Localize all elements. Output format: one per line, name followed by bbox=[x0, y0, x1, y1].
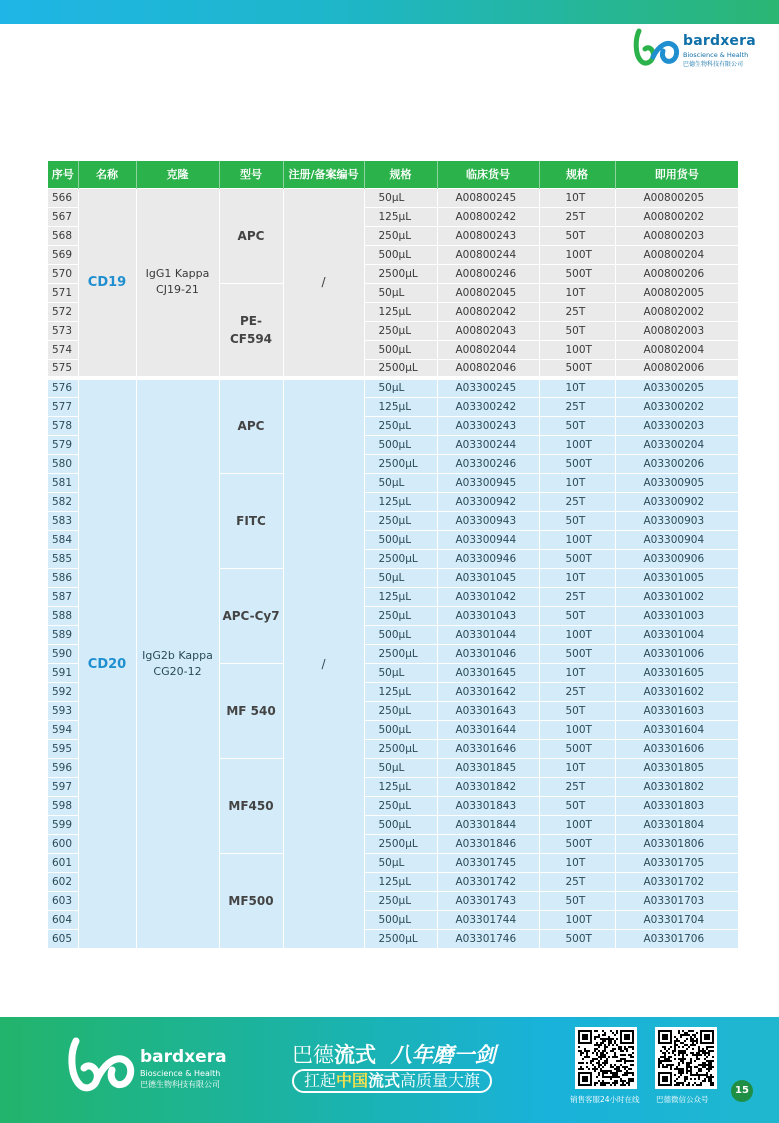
clinical-spec: 125μL bbox=[364, 682, 437, 701]
ready-catalog-no: A03301705 bbox=[615, 853, 738, 872]
ready-spec: 10T bbox=[539, 568, 615, 587]
product-name: CD19 bbox=[78, 188, 136, 378]
clinical-catalog-no: A03301642 bbox=[437, 682, 539, 701]
brand-name: bardxera bbox=[683, 33, 756, 49]
row-number: 597 bbox=[48, 777, 78, 796]
footer-brand-company: 巴德生物科技有限公司 bbox=[140, 1080, 220, 1089]
ready-catalog-no: A03301606 bbox=[615, 739, 738, 758]
row-number: 571 bbox=[48, 283, 78, 302]
ready-catalog-no: A03301704 bbox=[615, 910, 738, 929]
ready-catalog-no: A00802005 bbox=[615, 283, 738, 302]
ready-spec: 100T bbox=[539, 910, 615, 929]
clinical-spec: 50μL bbox=[364, 473, 437, 492]
row-number: 574 bbox=[48, 340, 78, 359]
clinical-spec: 125μL bbox=[364, 872, 437, 891]
footer-brand-name: bardxera bbox=[140, 1047, 227, 1067]
clinical-spec: 2500μL bbox=[364, 929, 437, 948]
product-name: CD20 bbox=[78, 378, 136, 948]
clinical-spec: 500μL bbox=[364, 910, 437, 929]
row-number: 578 bbox=[48, 416, 78, 435]
ready-catalog-no: A00800203 bbox=[615, 226, 738, 245]
row-number: 582 bbox=[48, 492, 78, 511]
ready-spec: 100T bbox=[539, 625, 615, 644]
row-number: 584 bbox=[48, 530, 78, 549]
ready-spec: 25T bbox=[539, 207, 615, 226]
ready-spec: 100T bbox=[539, 530, 615, 549]
ready-spec: 25T bbox=[539, 302, 615, 321]
row-number: 583 bbox=[48, 511, 78, 530]
ready-spec: 500T bbox=[539, 644, 615, 663]
ready-catalog-no: A03301604 bbox=[615, 720, 738, 739]
clinical-spec: 50μL bbox=[364, 663, 437, 682]
clinical-catalog-no: A03301042 bbox=[437, 587, 539, 606]
clinical-catalog-no: A03301744 bbox=[437, 910, 539, 929]
qr-code-icon bbox=[658, 1030, 714, 1086]
row-number: 602 bbox=[48, 872, 78, 891]
header-cell: 临床货号 bbox=[437, 161, 539, 188]
clone-name: IgG2b Kappa CG20-12 bbox=[136, 378, 219, 948]
clinical-spec: 125μL bbox=[364, 397, 437, 416]
row-number: 587 bbox=[48, 587, 78, 606]
header-cell: 即用货号 bbox=[615, 161, 738, 188]
row-number: 577 bbox=[48, 397, 78, 416]
clinical-catalog-no: A00802043 bbox=[437, 321, 539, 340]
ready-catalog-no: A03301706 bbox=[615, 929, 738, 948]
clinical-catalog-no: A03301742 bbox=[437, 872, 539, 891]
ready-catalog-no: A00802006 bbox=[615, 359, 738, 378]
fluorochrome-type: MF 540 bbox=[219, 663, 283, 758]
header-cell: 克隆 bbox=[136, 161, 219, 188]
ready-catalog-no: A03301603 bbox=[615, 701, 738, 720]
clinical-catalog-no: A00802046 bbox=[437, 359, 539, 378]
ready-catalog-no: A03300904 bbox=[615, 530, 738, 549]
wechat-qr-code[interactable] bbox=[655, 1027, 717, 1089]
row-number: 581 bbox=[48, 473, 78, 492]
ready-catalog-no: A03300903 bbox=[615, 511, 738, 530]
clinical-spec: 250μL bbox=[364, 701, 437, 720]
ready-spec: 500T bbox=[539, 929, 615, 948]
row-number: 604 bbox=[48, 910, 78, 929]
row-number: 569 bbox=[48, 245, 78, 264]
ready-catalog-no: A03301703 bbox=[615, 891, 738, 910]
row-number: 596 bbox=[48, 758, 78, 777]
clinical-spec: 50μL bbox=[364, 378, 437, 397]
clinical-catalog-no: A03300246 bbox=[437, 454, 539, 473]
clinical-spec: 250μL bbox=[364, 511, 437, 530]
ready-spec: 10T bbox=[539, 378, 615, 397]
clinical-catalog-no: A03301645 bbox=[437, 663, 539, 682]
clinical-spec: 500μL bbox=[364, 720, 437, 739]
clinical-spec: 250μL bbox=[364, 321, 437, 340]
ready-catalog-no: A03300202 bbox=[615, 397, 738, 416]
clinical-catalog-no: A03301745 bbox=[437, 853, 539, 872]
ready-catalog-no: A03300204 bbox=[615, 435, 738, 454]
row-number: 580 bbox=[48, 454, 78, 473]
slogan-2d: 高质量大旗 bbox=[400, 1071, 481, 1090]
clinical-spec: 2500μL bbox=[364, 359, 437, 378]
footer-banner bbox=[0, 1017, 779, 1123]
clinical-spec: 50μL bbox=[364, 188, 437, 207]
ready-catalog-no: A00800205 bbox=[615, 188, 738, 207]
clinical-catalog-no: A00800246 bbox=[437, 264, 539, 283]
clinical-catalog-no: A03301644 bbox=[437, 720, 539, 739]
ready-catalog-no: A00800204 bbox=[615, 245, 738, 264]
ready-spec: 50T bbox=[539, 416, 615, 435]
ready-spec: 10T bbox=[539, 283, 615, 302]
row-number: 589 bbox=[48, 625, 78, 644]
clinical-spec: 2500μL bbox=[364, 834, 437, 853]
brand-tagline: Bioscience & Health bbox=[683, 51, 749, 59]
row-number: 592 bbox=[48, 682, 78, 701]
clinical-spec: 50μL bbox=[364, 283, 437, 302]
ready-spec: 500T bbox=[539, 834, 615, 853]
fluorochrome-type: MF450 bbox=[219, 758, 283, 853]
header-cell: 规格 bbox=[364, 161, 437, 188]
clinical-catalog-no: A03301746 bbox=[437, 929, 539, 948]
ready-spec: 25T bbox=[539, 492, 615, 511]
clinical-spec: 125μL bbox=[364, 492, 437, 511]
slogan-line-2 bbox=[292, 1069, 492, 1093]
fluorochrome-type: PE- CF594 bbox=[219, 283, 283, 378]
clinical-catalog-no: A00800244 bbox=[437, 245, 539, 264]
row-number: 585 bbox=[48, 549, 78, 568]
clinical-catalog-no: A00802044 bbox=[437, 340, 539, 359]
ready-catalog-no: A03301002 bbox=[615, 587, 738, 606]
footer-logo-icon bbox=[68, 1035, 138, 1093]
slogan-2a: 扛起 bbox=[304, 1071, 337, 1090]
fluorochrome-type: MF500 bbox=[219, 853, 283, 948]
slogan-1b: 流式 bbox=[334, 1043, 376, 1067]
ready-spec: 50T bbox=[539, 226, 615, 245]
clinical-spec: 250μL bbox=[364, 226, 437, 245]
qr-code-icon bbox=[578, 1030, 634, 1086]
row-number: 576 bbox=[48, 378, 78, 397]
row-number: 600 bbox=[48, 834, 78, 853]
clinical-spec: 250μL bbox=[364, 796, 437, 815]
row-number: 586 bbox=[48, 568, 78, 587]
row-number: 567 bbox=[48, 207, 78, 226]
ready-catalog-no: A03301006 bbox=[615, 644, 738, 663]
footer-brand-tagline: Bioscience & Health bbox=[140, 1069, 221, 1078]
clinical-catalog-no: A03300243 bbox=[437, 416, 539, 435]
row-number: 572 bbox=[48, 302, 78, 321]
ready-spec: 25T bbox=[539, 397, 615, 416]
registration-number: / bbox=[283, 378, 364, 948]
header-cell: 序号 bbox=[48, 161, 78, 188]
wechat-qr-caption: 巴德微信公众号 bbox=[656, 1095, 709, 1104]
ready-catalog-no: A03301803 bbox=[615, 796, 738, 815]
table-row bbox=[48, 188, 738, 207]
ready-spec: 500T bbox=[539, 739, 615, 758]
ready-catalog-no: A03301702 bbox=[615, 872, 738, 891]
ready-catalog-no: A00800206 bbox=[615, 264, 738, 283]
slogan-line-1 bbox=[292, 1039, 496, 1069]
ready-spec: 500T bbox=[539, 264, 615, 283]
ready-catalog-no: A03301806 bbox=[615, 834, 738, 853]
clinical-spec: 250μL bbox=[364, 416, 437, 435]
ready-catalog-no: A00802004 bbox=[615, 340, 738, 359]
ready-spec: 10T bbox=[539, 188, 615, 207]
product-table bbox=[48, 161, 738, 948]
clinical-catalog-no: A03300943 bbox=[437, 511, 539, 530]
clinical-catalog-no: A03301044 bbox=[437, 625, 539, 644]
clinical-catalog-no: A03301842 bbox=[437, 777, 539, 796]
row-number: 601 bbox=[48, 853, 78, 872]
header-cell: 型号 bbox=[219, 161, 283, 188]
ready-spec: 50T bbox=[539, 796, 615, 815]
clinical-spec: 125μL bbox=[364, 207, 437, 226]
ready-spec: 100T bbox=[539, 435, 615, 454]
ready-spec: 100T bbox=[539, 720, 615, 739]
fluorochrome-type: APC-Cy7 bbox=[219, 568, 283, 663]
clinical-catalog-no: A03301646 bbox=[437, 739, 539, 758]
fluorochrome-type: FITC bbox=[219, 473, 283, 568]
row-number: 570 bbox=[48, 264, 78, 283]
ready-spec: 50T bbox=[539, 891, 615, 910]
ready-catalog-no: A03301802 bbox=[615, 777, 738, 796]
row-number: 605 bbox=[48, 929, 78, 948]
clinical-spec: 2500μL bbox=[364, 454, 437, 473]
ready-catalog-no: A00802003 bbox=[615, 321, 738, 340]
clinical-spec: 50μL bbox=[364, 853, 437, 872]
ready-catalog-no: A03301003 bbox=[615, 606, 738, 625]
ready-spec: 100T bbox=[539, 340, 615, 359]
ready-catalog-no: A03300203 bbox=[615, 416, 738, 435]
clinical-catalog-no: A03301845 bbox=[437, 758, 539, 777]
slogan-1c: 八年磨一剑 bbox=[390, 1043, 496, 1067]
fluorochrome-type: APC bbox=[219, 188, 283, 283]
clinical-catalog-no: A00800242 bbox=[437, 207, 539, 226]
clinical-spec: 500μL bbox=[364, 625, 437, 644]
ready-catalog-no: A03300906 bbox=[615, 549, 738, 568]
ready-catalog-no: A03300905 bbox=[615, 473, 738, 492]
fluorochrome-type: APC bbox=[219, 378, 283, 473]
sales-qr-code[interactable] bbox=[575, 1027, 637, 1089]
row-number: 590 bbox=[48, 644, 78, 663]
row-number: 579 bbox=[48, 435, 78, 454]
clinical-catalog-no: A00802045 bbox=[437, 283, 539, 302]
ready-spec: 10T bbox=[539, 473, 615, 492]
clinical-spec: 500μL bbox=[364, 245, 437, 264]
clinical-catalog-no: A03301045 bbox=[437, 568, 539, 587]
row-number: 588 bbox=[48, 606, 78, 625]
ready-catalog-no: A00802002 bbox=[615, 302, 738, 321]
registration-number: / bbox=[283, 188, 364, 378]
ready-spec: 25T bbox=[539, 777, 615, 796]
ready-catalog-no: A03301005 bbox=[615, 568, 738, 587]
clinical-spec: 500μL bbox=[364, 815, 437, 834]
ready-spec: 25T bbox=[539, 682, 615, 701]
clinical-spec: 125μL bbox=[364, 587, 437, 606]
clinical-catalog-no: A03300244 bbox=[437, 435, 539, 454]
clinical-catalog-no: A00802042 bbox=[437, 302, 539, 321]
clinical-spec: 500μL bbox=[364, 340, 437, 359]
ready-spec: 100T bbox=[539, 245, 615, 264]
slogan-2b: 中国 bbox=[336, 1071, 369, 1090]
ready-spec: 25T bbox=[539, 587, 615, 606]
clinical-spec: 250μL bbox=[364, 891, 437, 910]
clinical-spec: 50μL bbox=[364, 568, 437, 587]
clinical-catalog-no: A03301046 bbox=[437, 644, 539, 663]
ready-spec: 500T bbox=[539, 454, 615, 473]
ready-catalog-no: A03301004 bbox=[615, 625, 738, 644]
row-number: 603 bbox=[48, 891, 78, 910]
ready-catalog-no: A03301804 bbox=[615, 815, 738, 834]
ready-catalog-no: A03300206 bbox=[615, 454, 738, 473]
ready-spec: 100T bbox=[539, 815, 615, 834]
clinical-spec: 50μL bbox=[364, 758, 437, 777]
ready-spec: 500T bbox=[539, 549, 615, 568]
ready-catalog-no: A03300902 bbox=[615, 492, 738, 511]
bardxera-logo-icon bbox=[633, 27, 681, 67]
clinical-spec: 250μL bbox=[364, 606, 437, 625]
clinical-catalog-no: A03301843 bbox=[437, 796, 539, 815]
clinical-spec: 125μL bbox=[364, 777, 437, 796]
clone-name: IgG1 Kappa CJ19-21 bbox=[136, 188, 219, 378]
ready-catalog-no: A03300205 bbox=[615, 378, 738, 397]
clinical-catalog-no: A03301844 bbox=[437, 815, 539, 834]
sales-qr-caption: 销售客服24小时在线 bbox=[570, 1095, 640, 1104]
table-header-row bbox=[48, 161, 738, 188]
clinical-spec: 2500μL bbox=[364, 739, 437, 758]
ready-spec: 10T bbox=[539, 758, 615, 777]
clinical-catalog-no: A03300245 bbox=[437, 378, 539, 397]
clinical-catalog-no: A03301846 bbox=[437, 834, 539, 853]
group-cd19 bbox=[48, 188, 738, 378]
clinical-spec: 500μL bbox=[364, 435, 437, 454]
clinical-spec: 500μL bbox=[364, 530, 437, 549]
clinical-catalog-no: A03301643 bbox=[437, 701, 539, 720]
row-number: 593 bbox=[48, 701, 78, 720]
ready-spec: 50T bbox=[539, 511, 615, 530]
clinical-catalog-no: A03300942 bbox=[437, 492, 539, 511]
ready-catalog-no: A00800202 bbox=[615, 207, 738, 226]
page-number: 15 bbox=[731, 1080, 753, 1102]
header-cell: 规格 bbox=[539, 161, 615, 188]
clinical-catalog-no: A00800243 bbox=[437, 226, 539, 245]
clinical-catalog-no: A03301043 bbox=[437, 606, 539, 625]
row-number: 595 bbox=[48, 739, 78, 758]
row-number: 591 bbox=[48, 663, 78, 682]
header-cell: 名称 bbox=[78, 161, 136, 188]
row-number: 573 bbox=[48, 321, 78, 340]
clinical-catalog-no: A03300945 bbox=[437, 473, 539, 492]
row-number: 598 bbox=[48, 796, 78, 815]
ready-spec: 50T bbox=[539, 321, 615, 340]
ready-spec: 50T bbox=[539, 701, 615, 720]
clinical-catalog-no: A03300946 bbox=[437, 549, 539, 568]
table-row bbox=[48, 378, 738, 397]
row-number: 599 bbox=[48, 815, 78, 834]
clinical-catalog-no: A00800245 bbox=[437, 188, 539, 207]
clinical-catalog-no: A03301743 bbox=[437, 891, 539, 910]
ready-spec: 10T bbox=[539, 853, 615, 872]
row-number: 594 bbox=[48, 720, 78, 739]
ready-spec: 10T bbox=[539, 663, 615, 682]
clinical-spec: 2500μL bbox=[364, 644, 437, 663]
clinical-spec: 2500μL bbox=[364, 264, 437, 283]
header-cell: 注册/备案编号 bbox=[283, 161, 364, 188]
ready-catalog-no: A03301602 bbox=[615, 682, 738, 701]
row-number: 568 bbox=[48, 226, 78, 245]
slogan-1a: 巴德 bbox=[292, 1043, 334, 1067]
clinical-catalog-no: A03300242 bbox=[437, 397, 539, 416]
clinical-catalog-no: A03300944 bbox=[437, 530, 539, 549]
slogan-2c: 流式 bbox=[368, 1071, 401, 1090]
top-color-bar bbox=[0, 0, 779, 24]
ready-spec: 500T bbox=[539, 359, 615, 378]
row-number: 566 bbox=[48, 188, 78, 207]
clinical-spec: 2500μL bbox=[364, 549, 437, 568]
group-cd20 bbox=[48, 378, 738, 948]
brand-company-cn: 巴德生物科技有限公司 bbox=[683, 61, 744, 68]
ready-catalog-no: A03301805 bbox=[615, 758, 738, 777]
clinical-spec: 125μL bbox=[364, 302, 437, 321]
ready-catalog-no: A03301605 bbox=[615, 663, 738, 682]
brand-logo bbox=[633, 27, 769, 69]
ready-spec: 50T bbox=[539, 606, 615, 625]
ready-spec: 25T bbox=[539, 872, 615, 891]
row-number: 575 bbox=[48, 359, 78, 378]
